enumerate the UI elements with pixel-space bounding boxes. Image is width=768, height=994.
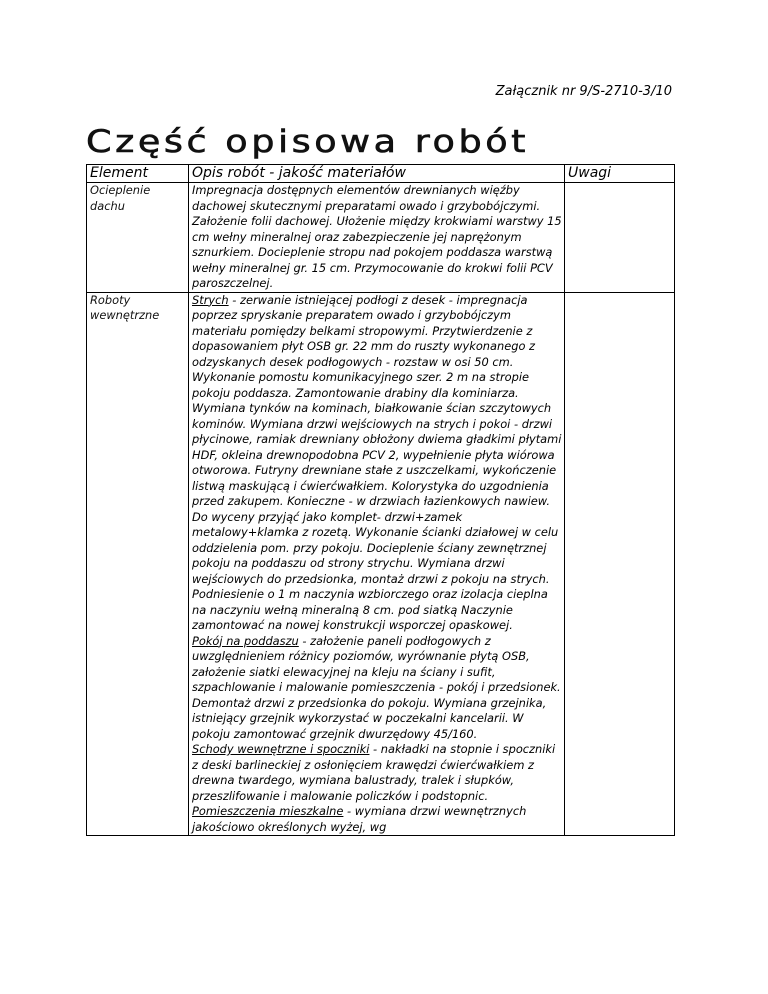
description-text: - zerwanie istniejącej podłogi z desek - impregnacja poprzez spryskanie preparatem owado i grzybobójczym materiału pomiędzy belkami stropowymi. Przytwierdzenie z dopasowaniem płyt OSB gr. 22 mm do ruszty wykonanego z odzyskanych desek podłogowych - rozstaw w osi 50 cm. Wykonanie pomostu komunikacyjnego szer. 2 m na stropie pokoju poddasza. Zamontowanie drabiny dla kominiarza. Wymiana tynków na kominach, białkowanie ścian szczytowych kominów. Wymiana drzwi wejściowych na strych i pokoi - drzwi płycinowe, ramiak drewniany obłożony dwiema gładkimi płytami HDF, okleina drewnopodobna PCV 2, wypełnienie płyta wiórowa otworowa. Futryny drewniane stałe z uszczelkami, wykończenie listwą maskującą i ćwierćwałkiem. Kolorystyka do uzgodnienia przed zakupem. Konieczne - w drzwiach łazienkowych nawiew. Do wyceny przyjąć jako komplet- drzwi+zamek metalowy+klamka z rozetą. Wykonanie ścianki działowej w celu oddzielenia pom. przy pokoju. Docieplenie ściany zewnętrznej pokoju na poddaszu od strony strychu. Wymiana drzwi wejściowych do przedsionka, montaż drzwi z pokoju na strych. Podniesienie o 1 m naczynia wzbiorczego oraz izolacja cieplna na naczyniu wełną mineralną 8 cm. pod siatką Naczynie zamontować na nowej konstrukcji wsporczej opaskowej. xyxy=(192,292,562,632)
works-description-table xyxy=(86,164,675,836)
description-cell xyxy=(189,292,565,836)
description-text: - założenie paneli podłogowych z uwzględnieniem różnicy poziomów, wyrównanie płytą OSB, założenie siatki elewacyjnej na kleju na ściany i sufit, szpachlowanie i malowanie pomieszczenia - pokój i przedsionek. Demontaż drzwi z przedsionka do pokoju. Wymiana grzejnika, istniejący grzejnik wykorzystać w poczekalni kancelarii. W pokoju zamontować grzejnik dwurzędowy 45/160. xyxy=(192,633,561,741)
description-paragraph xyxy=(192,183,562,292)
notes-cell xyxy=(565,183,675,293)
element-cell: Ocieplenie dachu xyxy=(87,183,189,293)
attachment-reference: Załącznik nr 9/S-2710-3/10 xyxy=(495,84,672,99)
section-heading-living-rooms: Pomieszczenia mieszkalne xyxy=(192,804,344,818)
section-heading-stairs: Schody wewnętrzne i spoczniki xyxy=(192,742,370,756)
description-cell xyxy=(189,183,565,293)
description-paragraph xyxy=(192,293,562,634)
table-header-row xyxy=(87,165,675,183)
description-paragraph xyxy=(192,742,562,804)
table-row xyxy=(87,183,675,293)
description-text: Impregnacja dostępnych elementów drewnianych więźby dachowej skutecznymi preparatami owado i grzybobójczymi. Założenie folii dachowej. Ułożenie między krokwiami warstwy 15 cm wełny mineralnej oraz zabezpieczenie jej naprężonym sznurkiem. Docieplenie stropu nad pokojem poddasza warstwą wełny mineralnej gr. 15 cm. Przymocowanie do krokwi folii PCV paroszczelnej. xyxy=(192,183,562,290)
element-cell: Roboty wewnętrzne xyxy=(87,292,189,836)
description-text: - wymiana drzwi wewnętrznych jakościowo określonych wyżej, wg xyxy=(192,804,527,834)
section-heading-attic: Strych xyxy=(192,292,229,307)
notes-cell xyxy=(565,292,675,836)
description-text: - nakładki na stopnie i spoczniki z deski barlineckiej z osłonięciem krawędzi ćwierćwałkiem z drewna twardego, wymiana balustrady, tralek i słupków, przeszlifowanie i malowanie policzków i podstopnic. xyxy=(192,742,556,803)
description-paragraph xyxy=(192,634,562,743)
section-heading-attic-room: Pokój na poddaszu xyxy=(192,633,299,648)
column-header-element: Element xyxy=(87,165,189,183)
table-row xyxy=(87,292,675,836)
page-title: Część opisowa robót xyxy=(86,124,530,160)
description-paragraph xyxy=(192,804,562,835)
column-header-notes: Uwagi xyxy=(565,165,675,183)
column-header-description: Opis robót - jakość materiałów xyxy=(189,165,565,183)
